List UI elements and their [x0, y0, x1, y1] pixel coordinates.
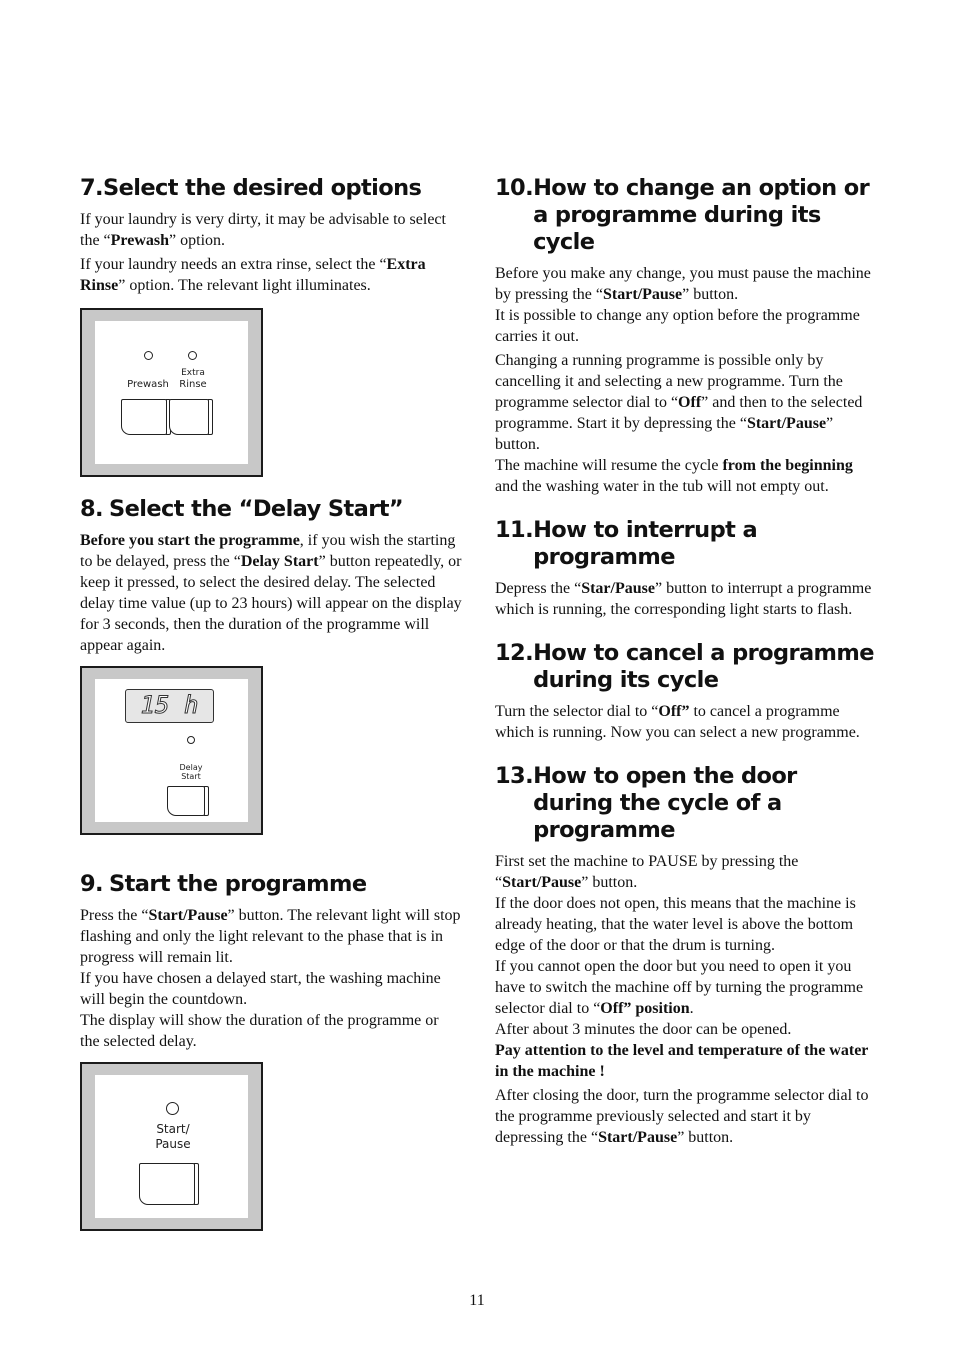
- delay-display: 15 h: [125, 689, 214, 723]
- delay-panel-illustration: [80, 666, 263, 835]
- start-pause-label-2: Pause: [155, 1137, 191, 1151]
- start-pause-label-1: Start/: [156, 1122, 190, 1136]
- start-pause-panel-illustration: [80, 1062, 263, 1231]
- delay-start-button[interactable]: [167, 786, 205, 816]
- prewash-led-icon: [144, 351, 153, 360]
- start-pause-led-icon: [166, 1102, 179, 1115]
- extra-label: Extra: [181, 368, 205, 378]
- page-number: 11: [469, 1292, 485, 1309]
- extra-rinse-button[interactable]: [169, 399, 209, 435]
- section-13-para-3: If you cannot open the door but you need to open it you have to switch the machine off by turning the programme selector dial to “Off” position.: [495, 958, 864, 1017]
- section-13-para-1: First set the machine to PAUSE by pressing the “Start/Pause” button.: [495, 853, 799, 891]
- rinse-label: Rinse: [179, 379, 207, 390]
- section-10-para-1: Before you make any change, you must pause the machine by pressing the “Start/Pause” button.: [495, 265, 871, 303]
- section-11-para-1: Depress the “Star/Pause” button to interrupt a programme which is running, the corresponding light starts to flash.: [495, 580, 872, 618]
- section-12-para-1: Turn the selector dial to “Off” to cancel a programme which is running. Now you can select a new programme.: [495, 703, 860, 741]
- section-7-para-1: If your laundry is very dirty, it may be advisable to select the “Prewash” option.: [80, 211, 446, 249]
- section-10-para-3: Changing a running programme is possible only by cancelling it and selecting a new programme. Turn the programme selector dial to “Off” and then to the selected programme. Start it by depressing the “Start/Pause” button.: [495, 352, 863, 453]
- section-13-para-6: After closing the door, turn the programme selector dial to the programme previously selected and start it by depressing the “Start/Pause” button.: [495, 1087, 869, 1146]
- section-7-para-2: If your laundry needs an extra rinse, select the “Extra Rinse” option. The relevant light illuminates.: [80, 256, 426, 294]
- section-9-para-2: If you have chosen a delayed start, the washing machine will begin the countdown.: [80, 970, 441, 1008]
- section-13-para-2: If the door does not open, this means that the machine is already heating, that the water level is above the bottom edge of the door or that the drum is turning.: [495, 895, 856, 954]
- section-10-para-2: It is possible to change any option before the programme carries it out.: [495, 307, 860, 345]
- start-label: Start: [181, 772, 201, 781]
- section-9-para-1: Press the “Start/Pause” button. The relevant light will stop flashing and only the light relevant to the phase that is in progress will remain lit.: [80, 907, 461, 966]
- right-column: [495, 175, 875, 1148]
- section-8-heading: 8. Select the “Delay Start”: [80, 496, 404, 522]
- extra-rinse-led-icon: [188, 351, 197, 360]
- left-column: [80, 175, 462, 1231]
- section-9-heading: 9. Start the programme: [80, 871, 367, 897]
- prewash-button[interactable]: [121, 399, 167, 435]
- section-13-para-5: Pay attention to the level and temperature of the water in the machine !: [495, 1042, 869, 1080]
- section-10-para-4: The machine will resume the cycle from the beginning and the washing water in the tub will not empty out.: [495, 457, 853, 495]
- start-pause-button[interactable]: [139, 1163, 195, 1205]
- section-7-heading: 7. Select the desired options: [80, 175, 422, 201]
- section-11-heading: 11. How to interrupt a programme: [495, 517, 758, 570]
- section-8-para-1: Before you start the programme, if you wish the starting to be delayed, press the “Delay Start” button repeatedly, or keep it pressed, to select the desired delay. The selected delay time value (up to 23 hours) will appear on the display for 3 seconds, then the duration of the programme will appear again.: [80, 532, 462, 654]
- prewash-label: Prewash: [127, 379, 169, 390]
- section-13-para-4: After about 3 minutes the door can be opened.: [495, 1021, 792, 1038]
- delay-label: Delay: [179, 763, 203, 772]
- section-10-heading: 10. How to change an option or a programme during its cycle: [495, 175, 870, 255]
- section-12-heading: 12. How to cancel a programme during its cycle: [495, 640, 874, 693]
- section-13-heading: 13. How to open the door during the cycle of a programme: [495, 763, 797, 843]
- delay-led-icon: [187, 736, 195, 744]
- section-9-para-3: The display will show the duration of the programme or the selected delay.: [80, 1012, 439, 1050]
- options-panel-illustration: [80, 308, 263, 477]
